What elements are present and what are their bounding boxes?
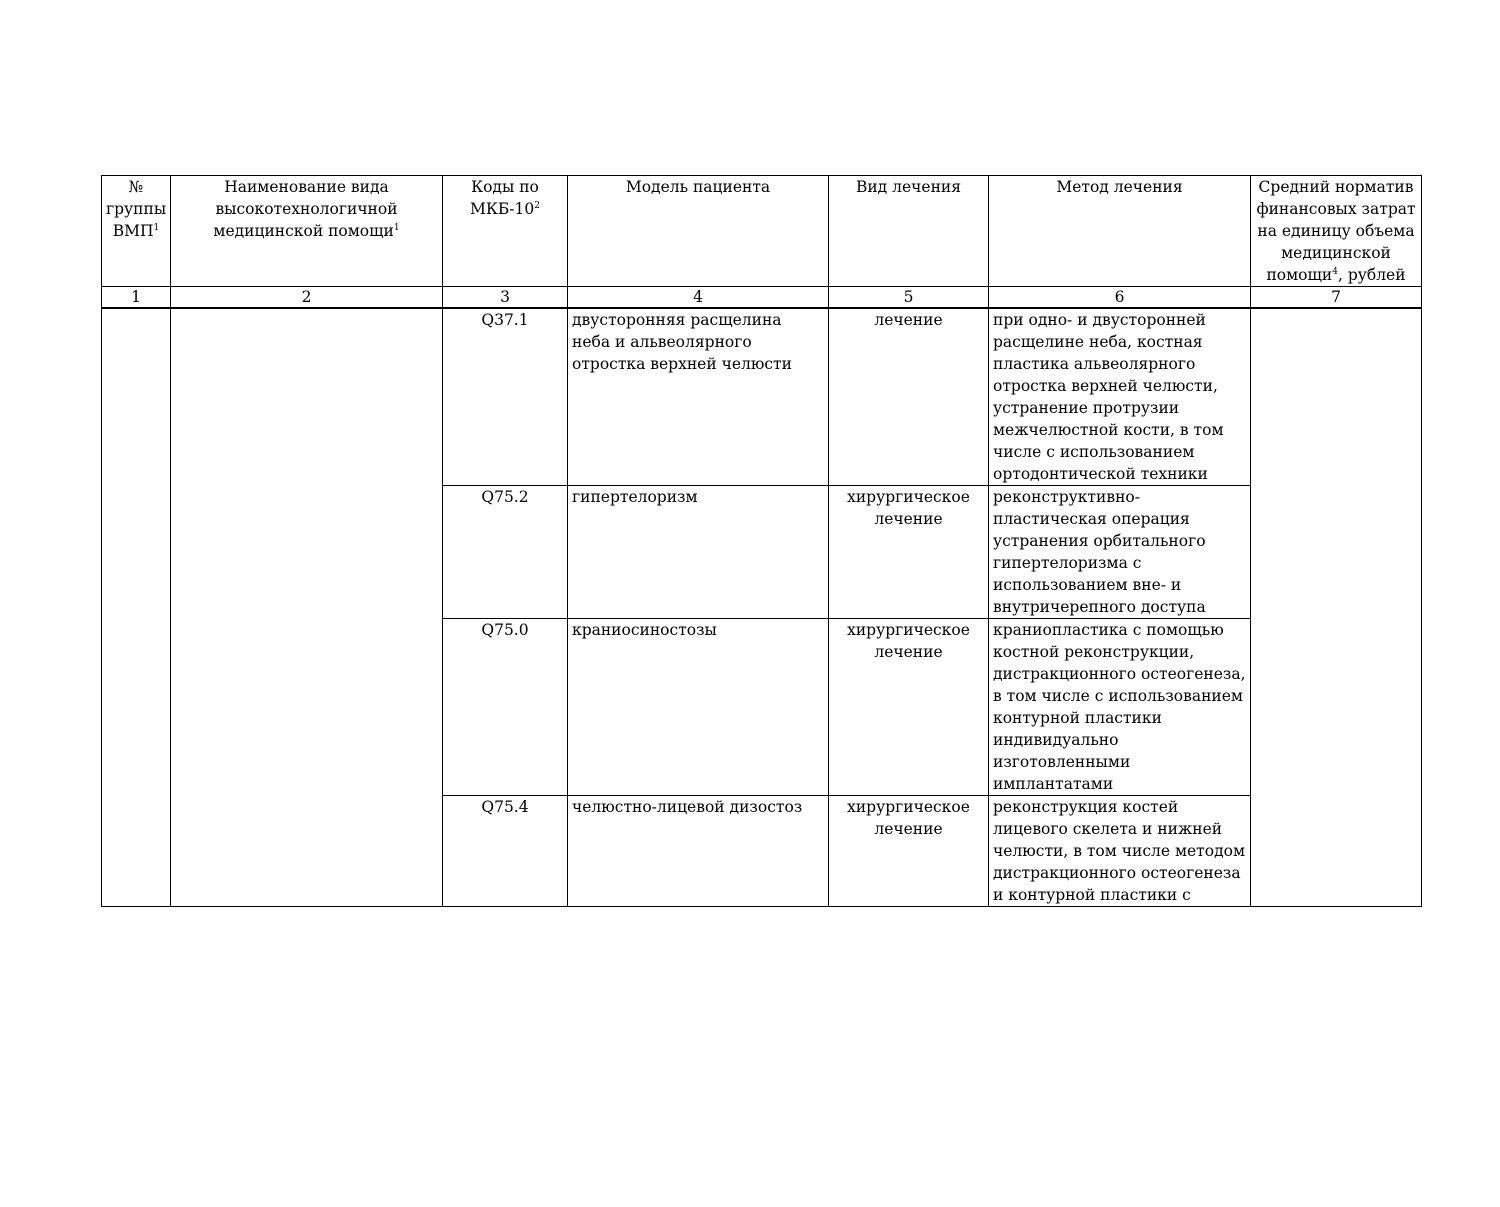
norm-cost-cell [1251,308,1422,907]
column-number: 2 [171,287,443,309]
footnote-ref: 1 [393,222,400,233]
icd-code-cell: Q75.0 [443,619,568,796]
treatment-method-cell: реконструктивно-пластическая операция устранения орбитального гипертелоризма с использованием вне- и внутричерепного доступа [989,486,1251,619]
header-text: № группы ВМП [106,178,167,240]
header-patient-model [568,176,829,287]
vmp-name-cell [171,308,443,907]
patient-model-cell: двусторонняя расщелина неба и альвеолярного отростка верхней челюсти [568,308,829,486]
patient-model-cell: челюстно-лицевой дизостоз [568,796,829,907]
header-treatment-method [989,176,1251,287]
column-number: 1 [102,287,171,309]
treatment-method-cell: реконструкция костей лицевого скелета и нижней челюсти, в том числе методом дистракционного остеогенеза и контурной пластики с [989,796,1251,907]
vmp-table [101,175,1422,907]
treatment-kind-cell: хирургическое лечение [829,619,989,796]
header-group-number [102,176,171,287]
column-number: 3 [443,287,568,309]
table-header-row [102,176,1422,287]
footnote-ref: 2 [534,200,540,211]
treatment-method-cell: при одно- и двусторонней расщелине неба, костная пластика альвеолярного отростка верхней челюсти, устранение протрузии межчелюстной кости, в том числе с использованием ортодонтической техники [989,308,1251,486]
header-text: Вид лечения [855,178,962,196]
header-text: Наименование вида высокотехнологичной медицинской помощи [213,178,398,240]
header-icd-codes [443,176,568,287]
table-row [102,308,1422,486]
group-number-cell [102,308,171,907]
header-treatment-kind [829,176,989,287]
header-text: Коды по МКБ-10 [470,178,539,218]
footnote-ref: 1 [153,222,160,233]
treatment-kind-cell: хирургическое лечение [829,796,989,907]
header-text: Метод лечения [1056,178,1183,196]
header-norm-cost [1251,176,1422,287]
header-text: Средний норматив финансовых затрат на единицу объема медицинской помощи [1256,178,1416,284]
column-number: 5 [829,287,989,309]
icd-code-cell: Q75.4 [443,796,568,907]
treatment-kind-cell: лечение [829,308,989,486]
footnote-ref: 4 [1332,266,1338,277]
icd-code-cell: Q75.2 [443,486,568,619]
treatment-method-cell: краниопластика с помощью костной реконструкции, дистракционного остеогенеза, в том числе с использованием контурной пластики индивидуально изготовленными имплантатами [989,619,1251,796]
treatment-kind-cell: хирургическое лечение [829,486,989,619]
patient-model-cell: гипертелоризм [568,486,829,619]
column-numbers-row [102,287,1422,309]
header-text-suffix: , рублей [1337,266,1406,284]
icd-code-cell: Q37.1 [443,308,568,486]
header-vmp-name [171,176,443,287]
patient-model-cell: краниосиностозы [568,619,829,796]
column-number: 4 [568,287,829,309]
column-number: 6 [989,287,1251,309]
column-number: 7 [1251,287,1422,309]
header-text: Модель пациента [625,178,771,196]
